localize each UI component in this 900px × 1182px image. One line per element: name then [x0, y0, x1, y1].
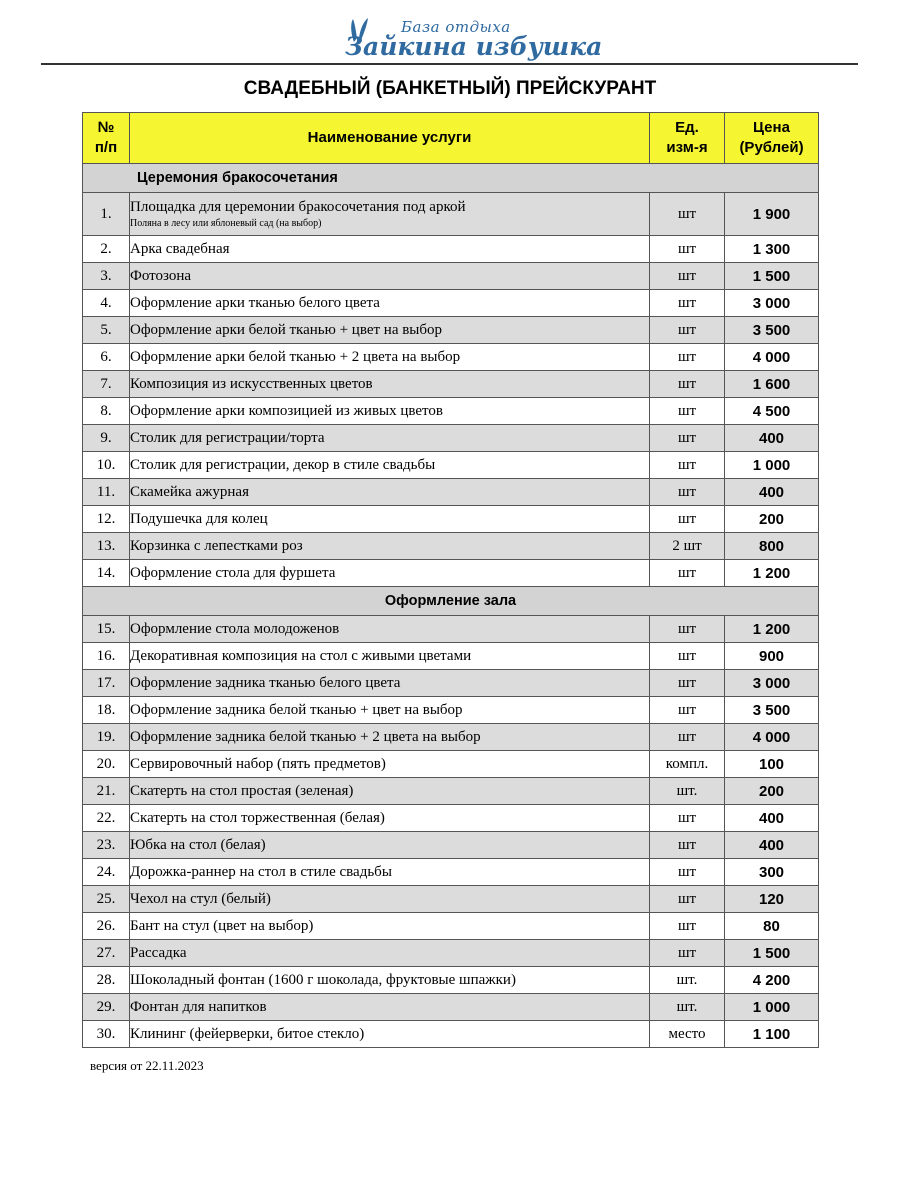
row-number: 23.: [83, 832, 130, 859]
service-name-cell: [130, 506, 650, 533]
price-cell: 3 500: [725, 317, 819, 344]
service-name-cell: [130, 398, 650, 425]
unit-cell: шт: [650, 290, 725, 317]
unit-cell: шт.: [650, 994, 725, 1021]
service-name: Площадка для церемонии бракосочетания под аркой: [130, 199, 466, 215]
version-note: версия от 22.11.2023: [90, 1058, 204, 1073]
service-name-cell: [130, 193, 650, 236]
header-divider: [41, 63, 858, 65]
price-cell: 3 500: [725, 697, 819, 724]
service-name-cell: [130, 967, 650, 994]
service-name: Дорожка-раннер на стол в стиле свадьбы: [130, 863, 392, 880]
table-row: [83, 994, 819, 1021]
service-name: Чехол на стул (белый): [130, 890, 271, 907]
table-row: [83, 290, 819, 317]
table-row: [83, 859, 819, 886]
row-number: 18.: [83, 697, 130, 724]
service-name: Бант на стул (цвет на выбор): [130, 917, 314, 934]
unit-cell: шт: [650, 193, 725, 236]
unit-cell: шт: [650, 805, 725, 832]
service-name: Рассадка: [130, 944, 187, 961]
service-name-cell: [130, 344, 650, 371]
row-number: 9.: [83, 425, 130, 452]
price-cell: 400: [725, 425, 819, 452]
unit-cell: шт: [650, 506, 725, 533]
service-name-cell: [130, 290, 650, 317]
row-number: 10.: [83, 452, 130, 479]
unit-cell: шт.: [650, 967, 725, 994]
company-logo: [343, 16, 603, 61]
service-name: Подушечка для колец: [130, 510, 268, 527]
service-name: Сервировочный набор (пять предметов): [130, 755, 386, 772]
service-note: Поляна в лесу или яблоневый сад (на выбор): [130, 218, 322, 229]
service-name-cell: [130, 533, 650, 560]
service-name-cell: [130, 560, 650, 587]
unit-cell: шт: [650, 344, 725, 371]
section-header-row: [83, 164, 819, 193]
table-row: [83, 643, 819, 670]
price-cell: 400: [725, 479, 819, 506]
price-cell: 4 500: [725, 398, 819, 425]
logo-name: Зайкина избушка: [345, 32, 603, 61]
service-name: Шоколадный фонтан (1600 г шоколада, фруктовые шпажки): [130, 971, 516, 988]
row-number: 16.: [83, 643, 130, 670]
unit-cell: шт: [650, 371, 725, 398]
price-cell: 3 000: [725, 670, 819, 697]
service-name-cell: [130, 479, 650, 506]
price-cell: 1 100: [725, 1021, 819, 1048]
service-name-cell: [130, 236, 650, 263]
table-row: [83, 724, 819, 751]
unit-cell: 2 шт: [650, 533, 725, 560]
row-number: 28.: [83, 967, 130, 994]
service-name-cell: [130, 371, 650, 398]
unit-cell: шт: [650, 452, 725, 479]
row-number: 12.: [83, 506, 130, 533]
table-row: [83, 697, 819, 724]
row-number: 1.: [83, 193, 130, 236]
service-name-cell: [130, 263, 650, 290]
table-row: [83, 371, 819, 398]
section-header-row: [83, 587, 819, 616]
price-cell: 1 600: [725, 371, 819, 398]
unit-cell: шт: [650, 425, 725, 452]
unit-cell: шт: [650, 859, 725, 886]
table-header-row: [83, 113, 819, 164]
unit-cell: шт: [650, 697, 725, 724]
service-name-cell: [130, 724, 650, 751]
service-name: Скамейка ажурная: [130, 483, 249, 500]
service-name: Корзинка с лепестками роз: [130, 537, 303, 554]
service-name-cell: [130, 317, 650, 344]
service-name-cell: [130, 832, 650, 859]
price-cell: 1 000: [725, 452, 819, 479]
table-row: [83, 452, 819, 479]
unit-cell: шт: [650, 236, 725, 263]
header-unit: Ед. изм-я: [650, 113, 725, 164]
row-number: 7.: [83, 371, 130, 398]
row-number: 22.: [83, 805, 130, 832]
unit-cell: шт: [650, 940, 725, 967]
row-number: 5.: [83, 317, 130, 344]
service-name-cell: [130, 643, 650, 670]
service-name-cell: [130, 805, 650, 832]
unit-cell: шт: [650, 616, 725, 643]
row-number: 30.: [83, 1021, 130, 1048]
row-number: 6.: [83, 344, 130, 371]
unit-cell: место: [650, 1021, 725, 1048]
service-name: Оформление задника белой тканью + цвет на выбор: [130, 701, 463, 718]
service-name-cell: [130, 670, 650, 697]
row-number: 3.: [83, 263, 130, 290]
table-row: [83, 398, 819, 425]
price-cell: 1 500: [725, 940, 819, 967]
header-price: Цена (Рублей): [725, 113, 819, 164]
service-name: Фонтан для напитков: [130, 998, 267, 1015]
price-cell: 1 300: [725, 236, 819, 263]
service-name: Юбка на стол (белая): [130, 836, 266, 853]
row-number: 8.: [83, 398, 130, 425]
service-name-cell: [130, 886, 650, 913]
service-name: Оформление арки композицией из живых цветов: [130, 402, 443, 419]
service-name: Оформление задника тканью белого цвета: [130, 674, 401, 691]
service-name: Фотозона: [130, 267, 192, 284]
price-cell: 4 000: [725, 724, 819, 751]
table-row: [83, 560, 819, 587]
section-title: Оформление зала: [83, 587, 819, 616]
service-name: Оформление стола молодоженов: [130, 620, 340, 637]
table-row: [83, 506, 819, 533]
price-cell: 400: [725, 832, 819, 859]
unit-cell: шт: [650, 479, 725, 506]
table-row: [83, 533, 819, 560]
price-cell: 120: [725, 886, 819, 913]
unit-cell: шт: [650, 724, 725, 751]
table-row: [83, 670, 819, 697]
table-row: [83, 425, 819, 452]
table-row: [83, 479, 819, 506]
price-cell: 1 900: [725, 193, 819, 236]
row-number: 19.: [83, 724, 130, 751]
table-row: [83, 940, 819, 967]
price-cell: 4 200: [725, 967, 819, 994]
price-cell: 900: [725, 643, 819, 670]
service-name-cell: [130, 994, 650, 1021]
price-cell: 400: [725, 805, 819, 832]
service-name: Оформление арки тканью белого цвета: [130, 294, 380, 311]
unit-cell: шт: [650, 560, 725, 587]
header-name: Наименование услуги: [130, 113, 650, 164]
price-cell: 4 000: [725, 344, 819, 371]
price-table: [82, 112, 819, 1048]
price-cell: 300: [725, 859, 819, 886]
service-name-cell: [130, 751, 650, 778]
table-row: [83, 805, 819, 832]
header-num: № п/п: [83, 113, 130, 164]
table-row: [83, 344, 819, 371]
service-name: Оформление арки белой тканью + 2 цвета на выбор: [130, 348, 461, 365]
row-number: 21.: [83, 778, 130, 805]
service-name: Оформление стола для фуршета: [130, 564, 336, 581]
service-name: Арка свадебная: [130, 240, 230, 257]
table-row: [83, 317, 819, 344]
unit-cell: шт: [650, 643, 725, 670]
price-cell: 80: [725, 913, 819, 940]
page-title: СВАДЕБНЫЙ (БАНКЕТНЫЙ) ПРЕЙСКУРАНТ: [243, 78, 657, 99]
unit-cell: шт: [650, 398, 725, 425]
service-name-cell: [130, 859, 650, 886]
service-name: Композиция из искусственных цветов: [130, 375, 373, 392]
table-row: [83, 832, 819, 859]
service-name-cell: [130, 697, 650, 724]
price-cell: 1 200: [725, 560, 819, 587]
service-name: Оформление арки белой тканью + цвет на выбор: [130, 321, 443, 338]
row-number: 14.: [83, 560, 130, 587]
logo-subtitle: База отдыха: [401, 18, 511, 36]
service-name: Клининг (фейерверки, битое стекло): [130, 1025, 365, 1042]
table-row: [83, 967, 819, 994]
service-name-cell: [130, 425, 650, 452]
row-number: 27.: [83, 940, 130, 967]
price-cell: 200: [725, 506, 819, 533]
section-title: Церемония бракосочетания: [83, 164, 819, 193]
price-cell: 200: [725, 778, 819, 805]
price-table-body: [83, 164, 819, 1048]
unit-cell: шт: [650, 913, 725, 940]
service-name-cell: [130, 940, 650, 967]
row-number: 24.: [83, 859, 130, 886]
row-number: 29.: [83, 994, 130, 1021]
unit-cell: шт: [650, 832, 725, 859]
row-number: 13.: [83, 533, 130, 560]
service-name: Скатерть на стол простая (зеленая): [130, 782, 354, 799]
service-name: Столик для регистрации, декор в стиле свадьбы: [130, 456, 436, 473]
price-cell: 1 500: [725, 263, 819, 290]
unit-cell: шт: [650, 317, 725, 344]
row-number: 2.: [83, 236, 130, 263]
row-number: 17.: [83, 670, 130, 697]
service-name-cell: [130, 452, 650, 479]
service-name-cell: [130, 913, 650, 940]
row-number: 4.: [83, 290, 130, 317]
service-name: Декоративная композиция на стол с живыми цветами: [130, 647, 472, 664]
table-row: [83, 751, 819, 778]
row-number: 20.: [83, 751, 130, 778]
service-name-cell: [130, 1021, 650, 1048]
unit-cell: шт: [650, 670, 725, 697]
row-number: 26.: [83, 913, 130, 940]
unit-cell: компл.: [650, 751, 725, 778]
service-name: Столик для регистрации/торта: [130, 429, 325, 446]
price-cell: 1 200: [725, 616, 819, 643]
service-name-cell: [130, 616, 650, 643]
table-row: [83, 886, 819, 913]
service-name: Оформление задника белой тканью + 2 цвета на выбор: [130, 728, 481, 745]
service-name: Скатерть на стол торжественная (белая): [130, 809, 385, 826]
price-cell: 100: [725, 751, 819, 778]
unit-cell: шт: [650, 263, 725, 290]
table-row: [83, 193, 819, 236]
table-row: [83, 236, 819, 263]
row-number: 25.: [83, 886, 130, 913]
table-row: [83, 1021, 819, 1048]
price-cell: 3 000: [725, 290, 819, 317]
table-row: [83, 616, 819, 643]
table-row: [83, 778, 819, 805]
row-number: 11.: [83, 479, 130, 506]
price-cell: 800: [725, 533, 819, 560]
table-row: [83, 263, 819, 290]
price-cell: 1 000: [725, 994, 819, 1021]
row-number: 15.: [83, 616, 130, 643]
service-name-cell: [130, 778, 650, 805]
table-row: [83, 913, 819, 940]
unit-cell: шт.: [650, 778, 725, 805]
unit-cell: шт: [650, 886, 725, 913]
